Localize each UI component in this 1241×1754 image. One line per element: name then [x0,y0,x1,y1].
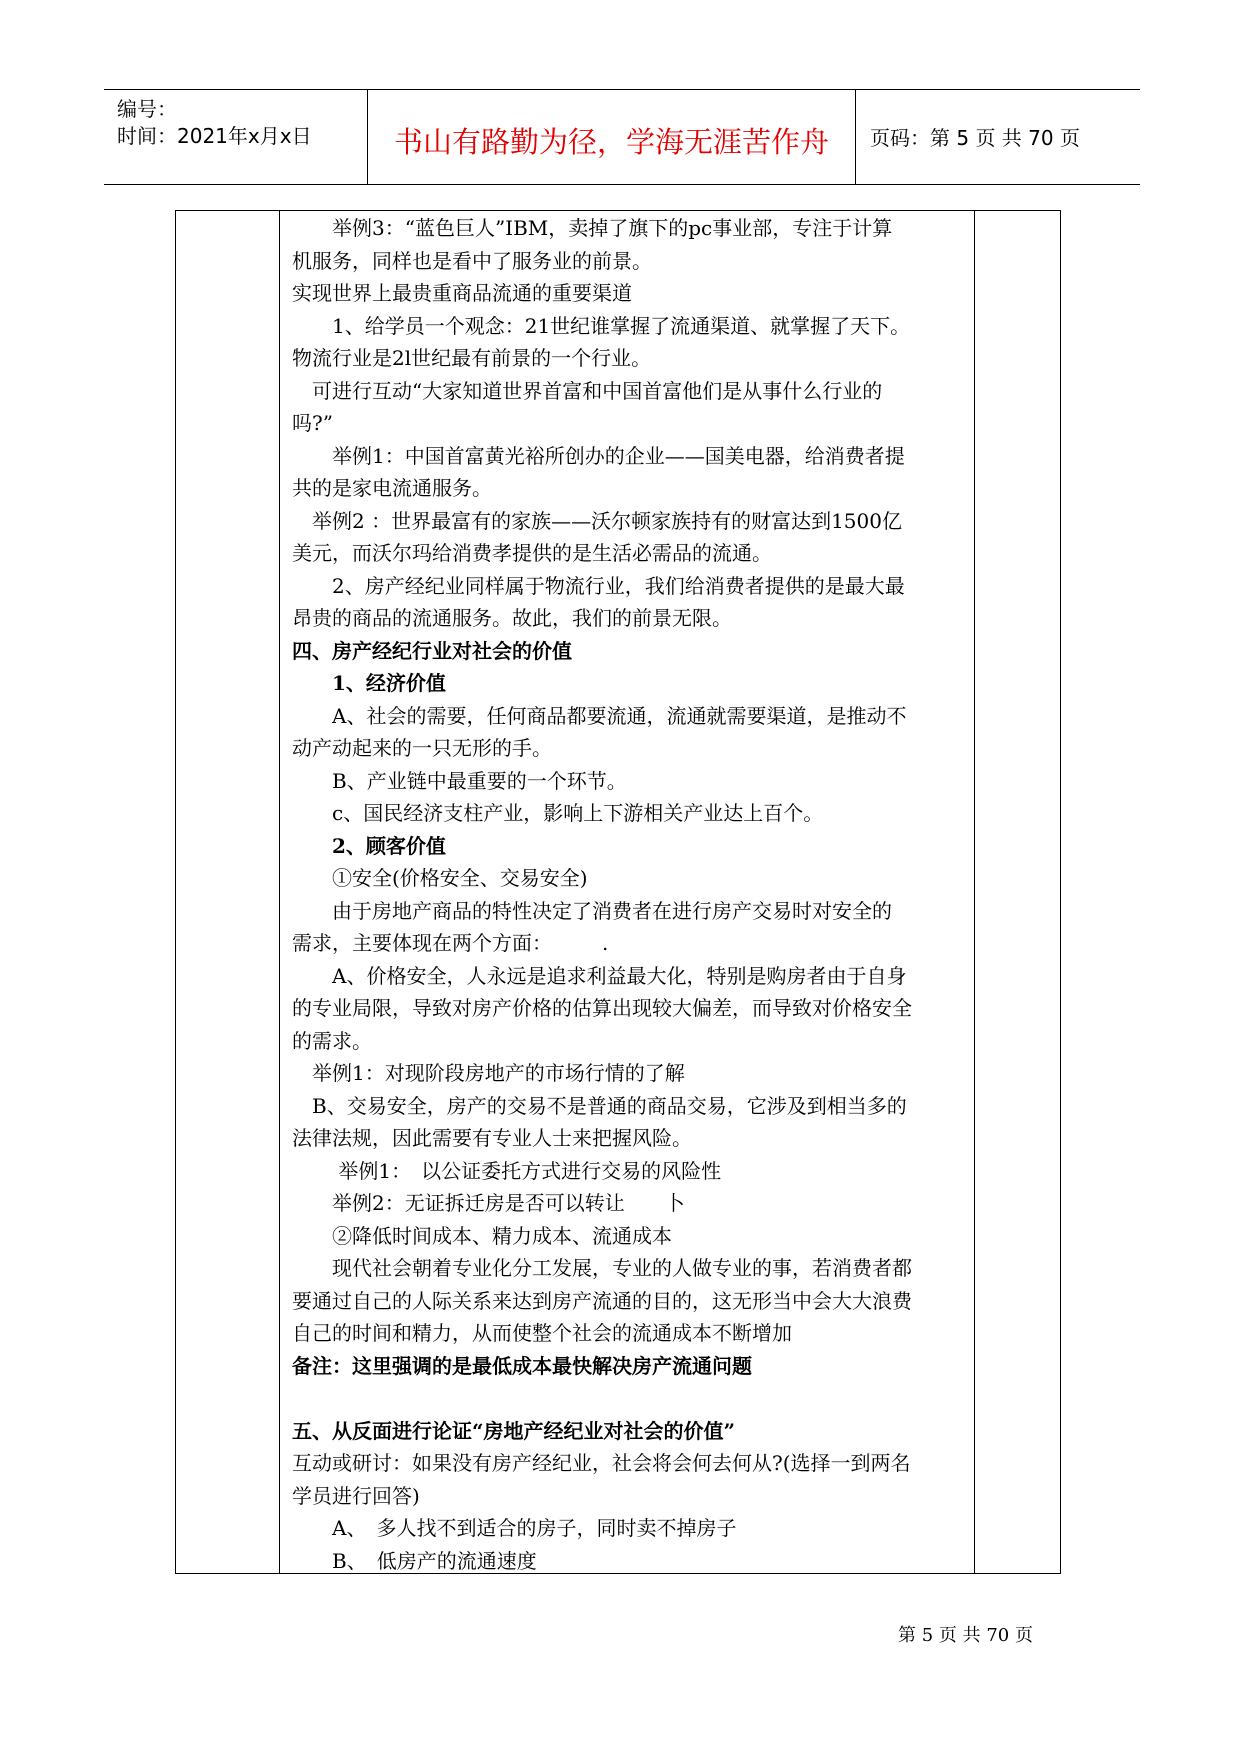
text-line: c、国民经济支柱产业，影响上下游相关产业达上百个。 [292,801,824,825]
text-line: 举例3：“蓝色巨人”IBM，卖掉了旗下的pc事业部，专注于计算 [292,216,893,240]
text-line: 机服务，同样也是看中了服务业的前景。 [292,248,652,273]
text-line: 举例1： 以公证委托方式进行交易的风险性 [292,1158,722,1183]
header-page-info: 页码：第 5 页 共 70 页 [870,126,1080,150]
text-line: 2、房产经纪业同样属于物流行业，我们给消费者提供的是最大最 [292,573,905,598]
text-line: 物流行业是2l世纪最有前景的一个行业。 [292,346,652,370]
table-column-divider [974,210,975,1574]
content-body [292,212,960,1577]
section-heading: 2、顾客价值 [292,833,446,858]
text-line: 1、给学员一个观念：21世纪谁掌握了流通渠道、就掌握了天下。 [292,313,911,338]
text-line: 实现世界上最贵重商品流通的重要渠道 [292,281,632,305]
header-motto: 书山有路勤为径，学海无涯苦作舟 [393,125,829,159]
text-line: 需求，主要体现在两个方面： . [292,931,609,955]
section-heading: 备注：这里强调的是最低成本最快解决房产流通问题 [292,1353,752,1378]
text-line: 要通过自己的人际关系来达到房产流通的目的，这无形当中会大大浪费 [292,1288,912,1313]
section-heading: 四、房产经纪行业对社会的价值 [292,638,572,663]
text-line: B、 低房产的流通速度 [292,1548,537,1573]
text-line: A、社会的需要，任何商品都要流通，流通就需要渠道，是推动不 [292,703,907,728]
text-line: 由于房地产商品的特性决定了消费者在进行房产交易时对安全的 [292,898,892,923]
text-line: 自己的时间和精力，从而使整个社会的流通成本不断增加 [292,1321,792,1345]
document-number-label: 编号： [117,97,177,121]
header-divider [855,90,856,184]
text-line: ①安全(价格安全、交易安全) [292,866,588,890]
text-line: A、价格安全，人永远是追求利益最大化，特别是购房者由于自身 [292,963,907,988]
table-column-divider [279,210,280,1574]
text-line: 学员进行回答) [292,1483,420,1508]
page-header [104,89,1140,185]
text-line: 动产动起来的一只无形的手。 [292,736,552,760]
text-line: ②降低时间成本、精力成本、流通成本 [292,1223,672,1248]
section-heading: 五、从反面进行论证“房地产经纪业对社会的价值” [292,1418,736,1443]
text-line: 的需求。 [292,1028,372,1053]
text-line: 举例1：对现阶段房地产的市场行情的了解 [292,1061,685,1085]
text-line: 美元，而沃尔玛给消费孝提供的是生活必需品的流通。 [292,541,772,565]
document-time-label: 时间：2021年x月x日 [117,124,312,148]
text-line: 昂贵的商品的流通服务。故此，我们的前景无限。 [292,606,732,630]
text-line: 举例1：中国首富黄光裕所创办的企业——国美电器，给消费者提 [292,443,905,468]
text-line: A、 多人找不到适合的房子，同时卖不掉房子 [292,1516,737,1540]
text-line [292,1382,960,1415]
text-line: 可进行互动“大家知道世界首富和中国首富他们是从事什么行业的 [292,378,883,403]
text-line: B、交易安全，房产的交易不是普通的商品交易，它涉及到相当多的 [292,1093,907,1118]
text-line: 现代社会朝着专业化分工发展，专业的人做专业的事，若消费者都 [292,1256,912,1280]
text-line: 法律法规，因此需要有专业人士来把握风险。 [292,1126,692,1150]
section-heading: 1、经济价值 [292,671,446,695]
text-line: B、产业链中最重要的一个环节。 [292,768,627,793]
text-line: 吗?” [292,411,333,435]
text-line: 共的是家电流通服务。 [292,476,492,500]
text-line: 举例2 ：世界最富有的家族——沃尔顿家族持有的财富达到1500亿 [292,508,902,533]
page-footer: 第 5 页 共 70 页 [898,1625,1033,1646]
text-line: 的专业局限，导致对房产价格的估算出现较大偏差，而导致对价格安全 [292,996,912,1020]
text-line: 互动或研讨：如果没有房产经纪业，社会将会何去何从?(选择一到两名 [292,1451,911,1475]
text-line: 举例2：无证拆迁房是否可以转让 卜 [292,1191,685,1215]
